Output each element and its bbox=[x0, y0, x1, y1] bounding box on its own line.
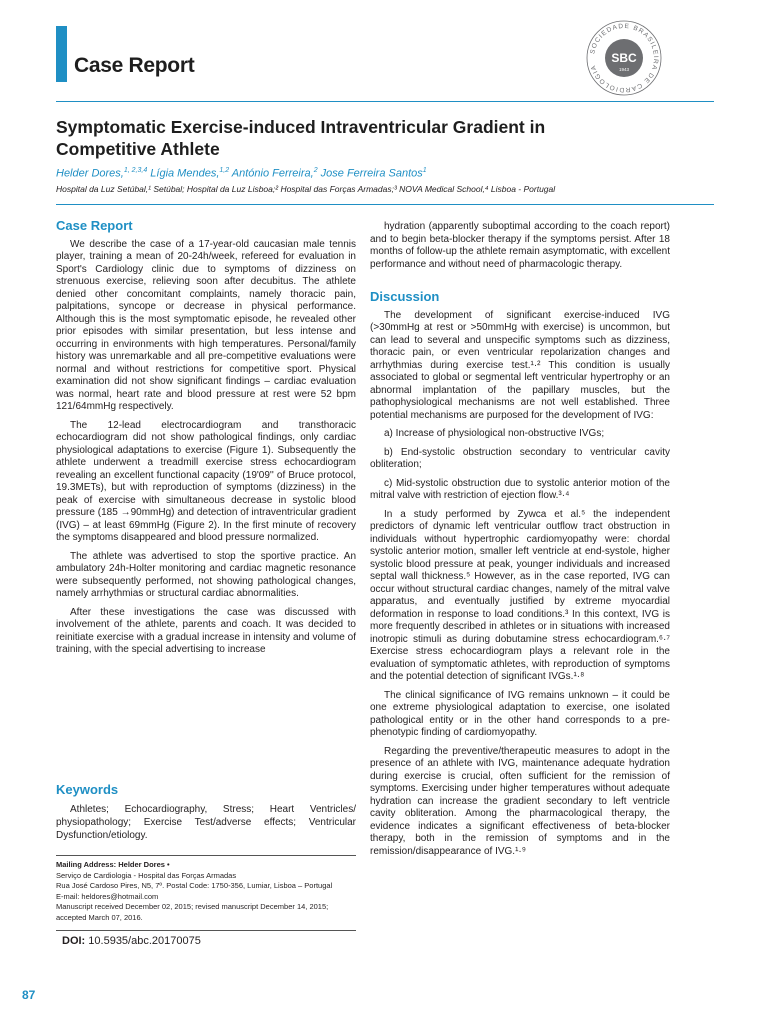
doi-rule bbox=[56, 930, 356, 931]
author-sup: 1 bbox=[422, 167, 427, 174]
paragraph: The 12-lead electrocardiogram and transthoracic echocardiogram did not show pathological findings, only cardiac physiological adaptations to exercise (Figure 1). Subsequently the athlete underwent a treadmill exercise stress echocardiogram revealing an excellent functional capacity (19'09'' of Bruce protocol, 19.3METs), but with reproduction of symptoms (dizziness) in the peak of exercise with simultaneous decrease in systolic blood pressure (185 →90mmHg) and detection of intraventricular gradient (IVG) – at least 69mmHg (Figure 2). In the first minute of recovery the symptoms disappeared and blood pressure normalized. bbox=[56, 419, 356, 543]
doi-value: 10.5935/abc.20170075 bbox=[85, 935, 201, 947]
author-sup: 2 bbox=[313, 167, 318, 174]
author-name: Lígia Mendes, bbox=[147, 167, 220, 180]
header-rule bbox=[56, 101, 714, 102]
mailing-line: Rua José Cardoso Pires, N5, 7º. Postal Code: 1750-356, Lumiar, Lisboa – Portugal bbox=[56, 881, 333, 890]
mailing-title: Mailing Address: Helder Dores • bbox=[56, 860, 170, 869]
logo-text: SBC bbox=[611, 51, 637, 65]
title-line-2: Competitive Athlete bbox=[56, 139, 220, 159]
paragraph: The athlete was advertised to stop the sportive practice. An ambulatory 24h-Holter monitoring and cardiac magnetic resonance were subsequently performed, not showing pathological changes, namely arrhythmias or structural cardiac abnormalities. bbox=[56, 550, 356, 599]
article-title bbox=[56, 116, 696, 160]
keywords-heading: Keywords bbox=[56, 782, 119, 797]
author-sup: 1,2 bbox=[219, 167, 230, 174]
paragraph: Regarding the preventive/therapeutic measures to adopt in the presence of an athlete with IVG, maintenance adequate hydration during exercise is crucial, often sufficient for the remission of symptoms. Exercising under higher temperatures without adequate hydration can increase the gradient secondary to left ventricle cavity obliteration. Among the pharmacological therapy, the evidence indicates a significant effectiveness of beta-blocker therapy, both in the remission of symptoms and in the remission/disappearance of IVG.¹·⁹ bbox=[370, 745, 670, 857]
header-accent-bar bbox=[56, 26, 67, 82]
paragraph: In a study performed by Zywca et al.⁵ the independent predictors of dynamic left ventricular outflow tract obstruction in individuals without hypertrophic cardiomyopathy were: chordal systolic anterior motion, smaller left ventricle at end-systole, higher systolic blood pressure at peak, younger individuals and increased septal wall thickness.⁵ However, as in the case reported, IVG can occur without structural cardiac changes, namely of the mitral valve apparatus, and eventually justified by extreme myocardial deformation in response to load conditions.³ In this context, IVG is more frequently described in athletes or in situations with increased inotropic stimuli as during dobutamine stress echocardiogram.⁶·⁷ Exercise stress echocardiogram plays a relevant role in the evaluation of symptomatic athletes, with reproduction of symptoms and the potential detection of significant IVGs.¹·⁸ bbox=[370, 508, 670, 682]
case-report-heading: Case Report bbox=[56, 218, 133, 233]
list-item: b) End-systolic obstruction secondary to ventricular cavity obliteration; bbox=[370, 446, 670, 470]
affiliations: Hospital da Luz Setúbal,¹ Setúbal; Hospital da Luz Lisboa;² Hospital das Forças Armadas;³ NOVA Medical School,⁴ Lisboa - Portugal bbox=[56, 184, 556, 194]
author-name: Jose Ferreira Santos bbox=[317, 167, 423, 180]
logo-year: 1943 bbox=[618, 67, 630, 72]
left-column bbox=[56, 220, 356, 663]
mailing-address bbox=[56, 860, 356, 923]
title-line-1: Symptomatic Exercise-induced Intraventricular Gradient in bbox=[56, 117, 546, 137]
keywords-section bbox=[56, 782, 356, 842]
section-label: Case Report bbox=[74, 54, 195, 77]
author-name: Helder Dores, bbox=[56, 167, 124, 180]
logo-ring-text: SOCIEDADE BRASILEIRA DE CARDIOLOGIA bbox=[589, 22, 660, 94]
paragraph: After these investigations the case was discussed with involvement of the athlete, parents and coach. It was decided to reinitiate exercise with a gradual increase in intensity and volume of training, with the special advertising to increase bbox=[56, 606, 356, 655]
sbc-logo bbox=[584, 18, 664, 98]
page-number: 87 bbox=[22, 988, 36, 1002]
list-item: c) Mid-systolic obstruction due to systolic anterior motion of the mitral valve with restriction of ejection flow.³·⁴ bbox=[370, 477, 670, 501]
paragraph: The clinical significance of IVG remains unknown – it could be one extreme physiological adaptation to exercise, one isolated pathological entity or in the other hand corresponds to a pre-phenotypic finding of cardiomyopathy. bbox=[370, 689, 670, 738]
keywords-text: Athletes; Echocardiography, Stress; Heart Ventricles/ physiopathology; Exercise Test/adverse effects; Ventricular Dysfunction/etiology. bbox=[56, 804, 356, 841]
paragraph: The development of significant exercise-induced IVG (>30mmHg at rest or >50mmHg with exercise) is uncommon, but can lead to several and unspecific symptoms such as dizziness, thoracic pain, or even ventricular repolarization changes and arrhythmias during exercise test.¹·² This condition is usually associated to global or segmental left ventricular hypertrophy or an abnormal implantation of the papillary muscles, but the pathophysiological mechanisms are not well established. Three potential mechanisms are purposed for the development of IVG: bbox=[370, 309, 670, 421]
author-name: António Ferreira, bbox=[229, 167, 314, 180]
list-item: a) Increase of physiological non-obstructive IVGs; bbox=[384, 428, 605, 439]
doi-label: DOI: bbox=[62, 935, 86, 947]
mailing-rule bbox=[56, 855, 356, 856]
paragraph: hydration (apparently suboptimal according to the coach report) and to begin beta-blocker therapy if the symptoms persist. After 18 months of follow-up the athlete remain asymptomatic, with excellent performance and without need of pharmacologic therapy. bbox=[370, 221, 670, 270]
paragraph: We describe the case of a 17-year-old caucasian male tennis player, training a mean of 20-24h/week, refereed for evaluation in Sport's Cardiology clinic due to symptoms of dizziness on strenuous exercise, relieving soon after decubitus. The athlete denied other concomitant complaints, namely thoracic pain, palpitations, syncope or decrease in physical performance. Although this is the most symptomatic episode, he revealed other prior episodes with similar presentation, but less intense and occurring in environments with high temperatures. Personal/family history was unremarkable and all pre-competitive evaluations were normal and without restrictions for competitive sport. Physical examination did not show significant findings – cardiac evaluation was normal, heart rate and blood pressure at rest were 52 bpm 121/64mmHg respectively. bbox=[56, 238, 356, 412]
mailing-email: E-mail: heldores@hotmail.com bbox=[56, 891, 159, 901]
mailing-line: Serviço de Cardiologia - Hospital das Forças Armadas bbox=[56, 870, 237, 880]
right-column bbox=[370, 221, 670, 864]
author-sup: 1, 2,3,4 bbox=[123, 167, 148, 174]
doi bbox=[62, 935, 201, 947]
author-list bbox=[56, 167, 427, 180]
title-rule bbox=[56, 204, 714, 205]
manuscript-dates: Manuscript received December 02, 2015; revised manuscript December 14, 2015; accepted March 07, 2016. bbox=[56, 902, 329, 922]
discussion-heading: Discussion bbox=[370, 289, 440, 304]
